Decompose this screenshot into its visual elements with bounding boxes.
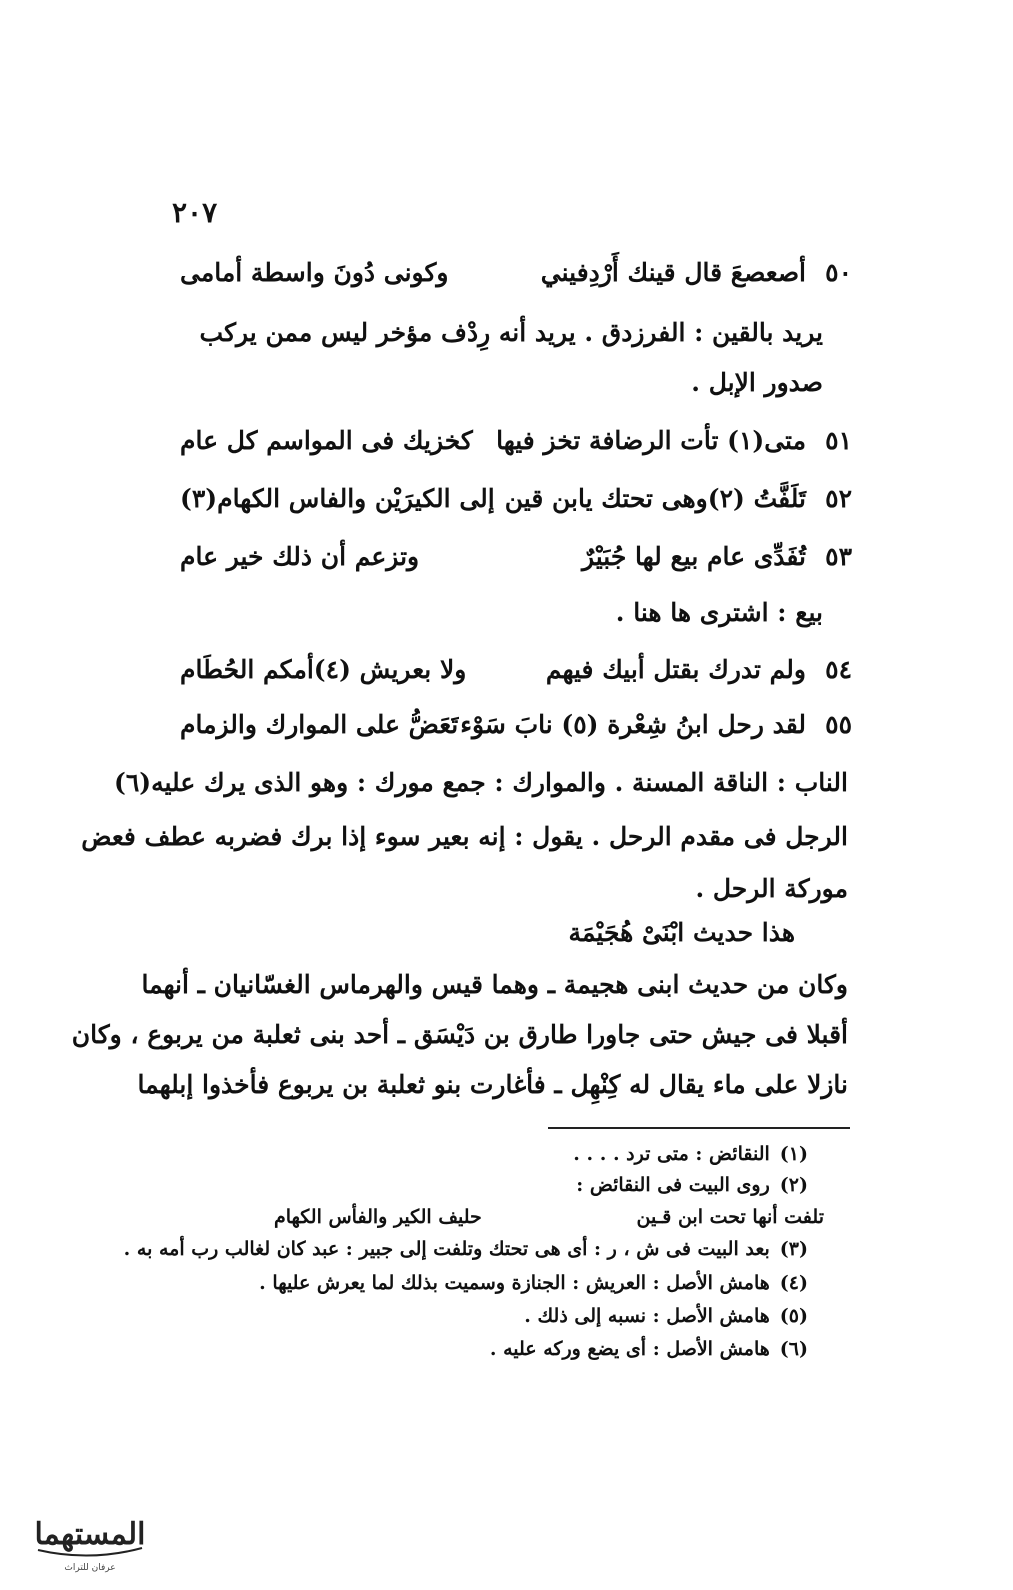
commentary-line: صدور الإبل . — [691, 368, 823, 397]
verse-hemistich-second: تَعَضُّ على الموارك والزمام — [180, 710, 459, 739]
logo-sub-text: عرفان للتراث — [64, 1563, 116, 1573]
verse-hemistich-second: إلى الكيرَيْن والفاس الكهام(٣) — [180, 484, 495, 513]
footnote-verse-second: حليف الكير والفأس الكهام — [274, 1206, 482, 1228]
commentary-line: يريد بالقين : الفرزدق . يريد أنه رِدْف مؤخر ليس ممن يركب — [199, 318, 823, 347]
footnote-number: (٥) — [779, 1305, 808, 1327]
verse-line — [180, 426, 852, 458]
footnote-number: (٤) — [779, 1272, 808, 1294]
footnote-number: (٣) — [779, 1238, 808, 1260]
footnote-text: النقائض : متى ترد . . . . — [573, 1143, 770, 1165]
verse-line — [180, 710, 852, 742]
verse-line — [180, 484, 852, 516]
footnote — [573, 1143, 808, 1165]
footnote-text: هامش الأصل : أى يضع وركه عليه . — [489, 1338, 770, 1360]
footnote-text: روى البيت فى النقائض : — [576, 1174, 770, 1196]
verse-number: ٥٤ — [825, 655, 852, 684]
verse-line — [180, 655, 852, 687]
verse-hemistich-first: متى(١) تأت الرضافة تخز فيها — [496, 426, 806, 455]
footnote-text: هامش الأصل : العريش : الجنازة وسميت بذلك لما يعرش عليها . — [259, 1272, 770, 1294]
footnote-separator — [548, 1127, 850, 1129]
verse-number: ٥١ — [825, 426, 852, 455]
verse-hemistich-second: كخزيك فى المواسم كل عام — [180, 426, 473, 455]
footnote — [259, 1272, 808, 1294]
verse-hemistich-second: وكونى دُونَ واسطة أمامى — [180, 258, 449, 287]
verse-line — [180, 542, 852, 574]
commentary-line: الرجل فى مقدم الرحل . يقول : إنه بعير سوء إذا برك فضربه عطف فعض — [81, 822, 848, 851]
footnote-text: هامش الأصل : نسبه إلى ذلك . — [524, 1305, 770, 1327]
footnote — [490, 1338, 808, 1360]
commentary-line: موركة الرحل . — [695, 874, 848, 903]
footnote-number: (١) — [779, 1143, 808, 1165]
footnote-number: (٦) — [779, 1338, 808, 1360]
verse-hemistich-first: أصعصعَ قال قينك أَرْدِفيني — [540, 258, 806, 287]
paragraph-line: أقبلا فى جيش حتى جاورا طارق بن دَيْسَق ـ أحد بنى ثعلبة من يربوع ، وكان — [71, 1020, 848, 1049]
logo-main-text: المستهما — [34, 1517, 146, 1552]
verse-hemistich-second: ولا بعريش (٤)أمكم الحُطَام — [180, 655, 467, 684]
commentary-line: بيع : اشترى ها هنا . — [615, 598, 823, 627]
verse-line — [180, 258, 852, 290]
verse-number: ٥٥ — [825, 710, 852, 739]
verse-number: ٥٠ — [825, 258, 852, 287]
footnote — [524, 1305, 808, 1327]
verse-hemistich-first: تَلَفَّتُ (٢)وهى تحتك يابن قين — [504, 484, 806, 513]
page-number: ٢٠٧ — [172, 196, 218, 229]
publisher-logo — [20, 1500, 160, 1580]
footnote-verse — [274, 1206, 824, 1230]
footnote-text: بعد البيت فى ش ، ر : أى هى تحتك وتلفت إلى جبير : عبد كان لغالب رب أمه به . — [123, 1238, 770, 1260]
paragraph-line: وكان من حديث ابنى هجيمة ـ وهما قيس والهرماس الغسّانيان ـ أنهما — [141, 970, 848, 999]
footnote — [124, 1238, 808, 1260]
verse-hemistich-first: ولم تدرك بقتل أبيك فيهم — [545, 655, 806, 684]
footnote-number: (٢) — [779, 1174, 808, 1196]
verse-hemistich-first: لقد رحل ابنُ شِعْرة (٥) نابَ سَوْء — [460, 710, 806, 739]
footnote-verse-first: تلفت أنها تحت ابن قـين — [636, 1206, 824, 1228]
footnote — [576, 1174, 808, 1196]
verse-hemistich-first: تُفَدِّى عام بيع لها جُبَيْرٌ — [581, 542, 806, 571]
verse-number: ٥٣ — [825, 542, 852, 571]
verse-hemistich-second: وتزعم أن ذلك خير عام — [180, 542, 420, 571]
verse-number: ٥٢ — [825, 484, 852, 513]
commentary-line: الناب : الناقة المسنة . والموارك : جمع مورك : وهو الذى يرك عليه(٦) — [114, 768, 848, 797]
section-heading: هذا حديث ابْنَىْ هُجَيْمَة — [568, 918, 795, 947]
paragraph-line: نازلا على ماء يقال له كِنْهِل ـ فأغارت بنو ثعلبة بن يربوع فأخذوا إبلهما — [137, 1070, 848, 1099]
